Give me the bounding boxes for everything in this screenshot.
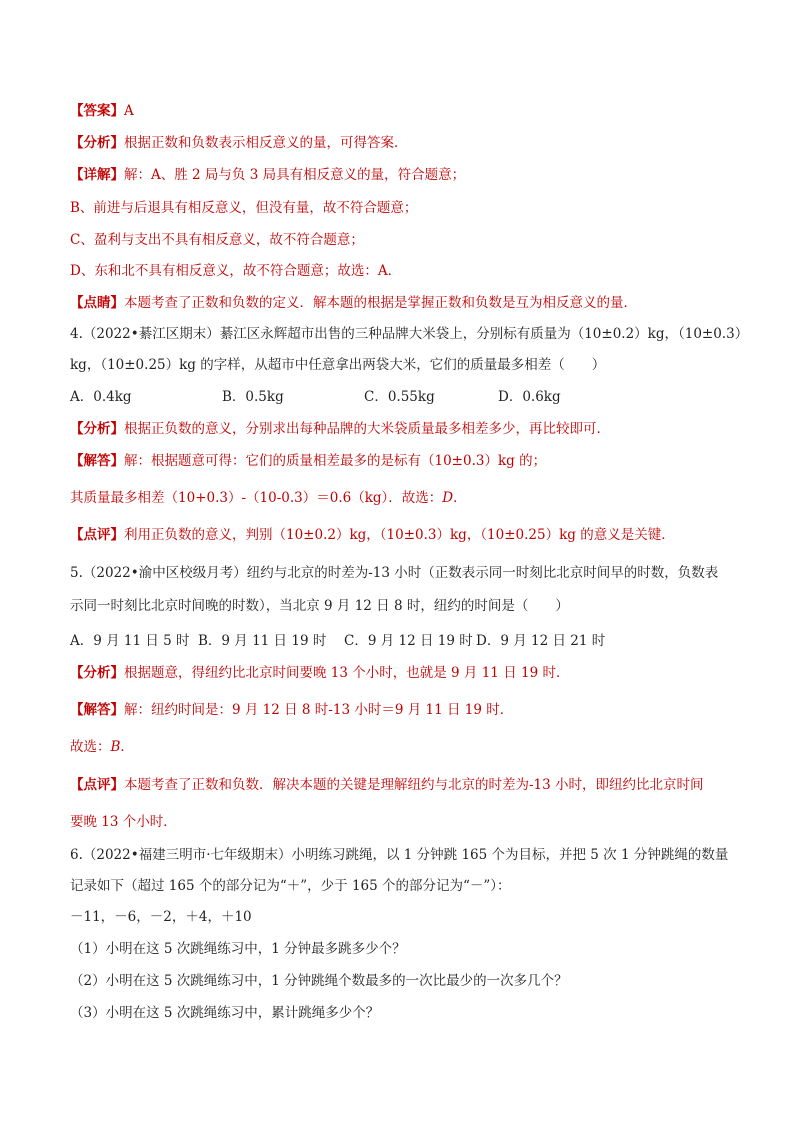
option-c: C．9 月 12 日 19 时 <box>344 633 473 649</box>
option-d: D．0.6kg <box>498 389 561 405</box>
choose-end: ． <box>120 739 134 755</box>
analysis-line <box>70 134 408 152</box>
question-5-stem-1: 5.（2022•渝中区校级月考）纽约与北京的时差为-13 小时（正数表示同一时刻比北京时间早的时数，负数表 <box>70 565 719 581</box>
q5-comment-line <box>70 776 704 794</box>
q4-analysis-line <box>70 420 610 438</box>
solution-text: 解：根据题意可得：它们的质量相差最多的是标有（10±0.3）kg 的； <box>124 453 547 469</box>
comment-tag: 【点评】 <box>70 527 124 543</box>
question-5-options <box>70 632 605 650</box>
analysis-tag: 【分析】 <box>70 665 124 681</box>
comment-text: 本题考查了正数和负数的定义．解本题的根据是掌握正数和负数是互为相反意义的量． <box>124 295 637 311</box>
comment-line <box>70 294 637 312</box>
answer-line <box>70 102 134 120</box>
question-6-sub-3: （3）小明在这 5 次跳绳练习中，累计跳绳多少个？ <box>70 1005 380 1021</box>
option-a: A．0.4kg <box>70 389 132 405</box>
question-4-options <box>70 388 561 406</box>
option-c: C．0.55kg <box>364 389 435 405</box>
question-4-stem-2: kg，（10±0.25）kg 的字样，从超市中任意拿出两袋大米，它们的质量最多相差（ ） <box>70 357 606 373</box>
q5-choose-line <box>70 738 134 756</box>
q5-comment-line-2: 要晚 13 个小时． <box>70 814 177 830</box>
detail-line-b: B、前进与后退具有相反意义，但没有量，故不符合题意； <box>70 200 418 216</box>
option-a: A．9 月 11 日 5 时 <box>70 633 190 649</box>
solution-text: 解：纽约时间是：9 月 12 日 8 时-13 小时＝9 月 11 日 19 时． <box>124 702 514 718</box>
solution-tag: 【解答】 <box>70 453 124 469</box>
option-b: B．0.5kg <box>222 389 284 405</box>
detail-tag: 【详解】 <box>70 167 124 183</box>
question-6-data: －11，－6，－2，＋4，＋10 <box>70 909 252 925</box>
solution-end: ． <box>453 490 467 506</box>
comment-tag: 【点评】 <box>70 777 124 793</box>
detail-line-c: C、盈利与支出不具有相反意义，故不符合题意； <box>70 232 364 248</box>
question-6-sub-1: （1）小明在这 5 次跳绳练习中，1 分钟最多跳多少个？ <box>70 941 406 957</box>
analysis-text: 根据题意，得纽约比北京时间要晚 13 个小时，也就是 9 月 11 日 19 时． <box>124 665 570 681</box>
solution-text-2: 其质量最多相差（10+0.3）-（10-0.3）＝0.6（kg）．故选： <box>70 490 443 506</box>
comment-tag: 【点睛】 <box>70 295 124 311</box>
question-4-stem-1: 4.（2022•綦江区期末）綦江区永辉超市出售的三种品牌大米袋上，分别标有质量为（10±0.2）kg，（10±0.3） <box>70 326 749 342</box>
detail-line-d: D、东和北不具有相反意义，故不符合题意；故选：A． <box>70 263 402 279</box>
answer-tag: 【答案】 <box>70 103 124 119</box>
detail-text: 解：A、胜 2 局与负 3 局具有相反意义的量，符合题意； <box>124 167 466 183</box>
comment-text: 利用正负数的意义，判别（10±0.2）kg，（10±0.3）kg，（10±0.25）kg 的意义是关键． <box>124 527 675 543</box>
comment-text: 本题考查了正数和负数．解决本题的关键是理解纽约与北京的时差为-13 小时，即纽约比北京时间 <box>124 777 704 793</box>
detail-line <box>70 166 465 184</box>
choose-value: B <box>110 739 121 755</box>
analysis-tag: 【分析】 <box>70 421 124 437</box>
question-5-stem-2: 示同一时刻比北京时间晚的时数），当北京 9 月 12 日 8 时，纽约的时间是（ ） <box>70 598 569 614</box>
analysis-text: 根据正负数的意义，分别求出每种品牌的大米袋质量最多相差多少，再比较即可． <box>124 421 610 437</box>
analysis-text: 根据正数和负数表示相反意义的量，可得答案． <box>124 135 408 151</box>
choose-prefix: 故选： <box>70 739 111 755</box>
q4-solution-line-2 <box>70 489 467 507</box>
q5-analysis-line <box>70 664 569 682</box>
analysis-tag: 【分析】 <box>70 135 124 151</box>
q4-comment-line <box>70 526 675 544</box>
question-6-sub-2: （2）小明在这 5 次跳绳练习中，1 分钟跳绳个数最多的一次比最少的一次多几个？ <box>70 973 568 989</box>
question-6-stem-1: 6.（2022•福建三明市·七年级期末）小明练习跳绳，以 1 分钟跳 165 个为目标，并把 5 次 1 分钟跳绳的数量 <box>70 847 729 863</box>
answer-value: A <box>124 103 134 119</box>
option-b: B．9 月 11 日 19 时 <box>198 633 327 649</box>
solution-choice: D <box>442 490 454 506</box>
solution-tag: 【解答】 <box>70 702 124 718</box>
q5-solution-line <box>70 701 513 719</box>
option-d: D．9 月 12 日 21 时 <box>476 633 606 649</box>
question-6-stem-2: 记录如下（超过 165 个的部分记为“＋”，少于 165 个的部分记为“－”）： <box>70 878 511 894</box>
q4-solution-line <box>70 452 546 470</box>
